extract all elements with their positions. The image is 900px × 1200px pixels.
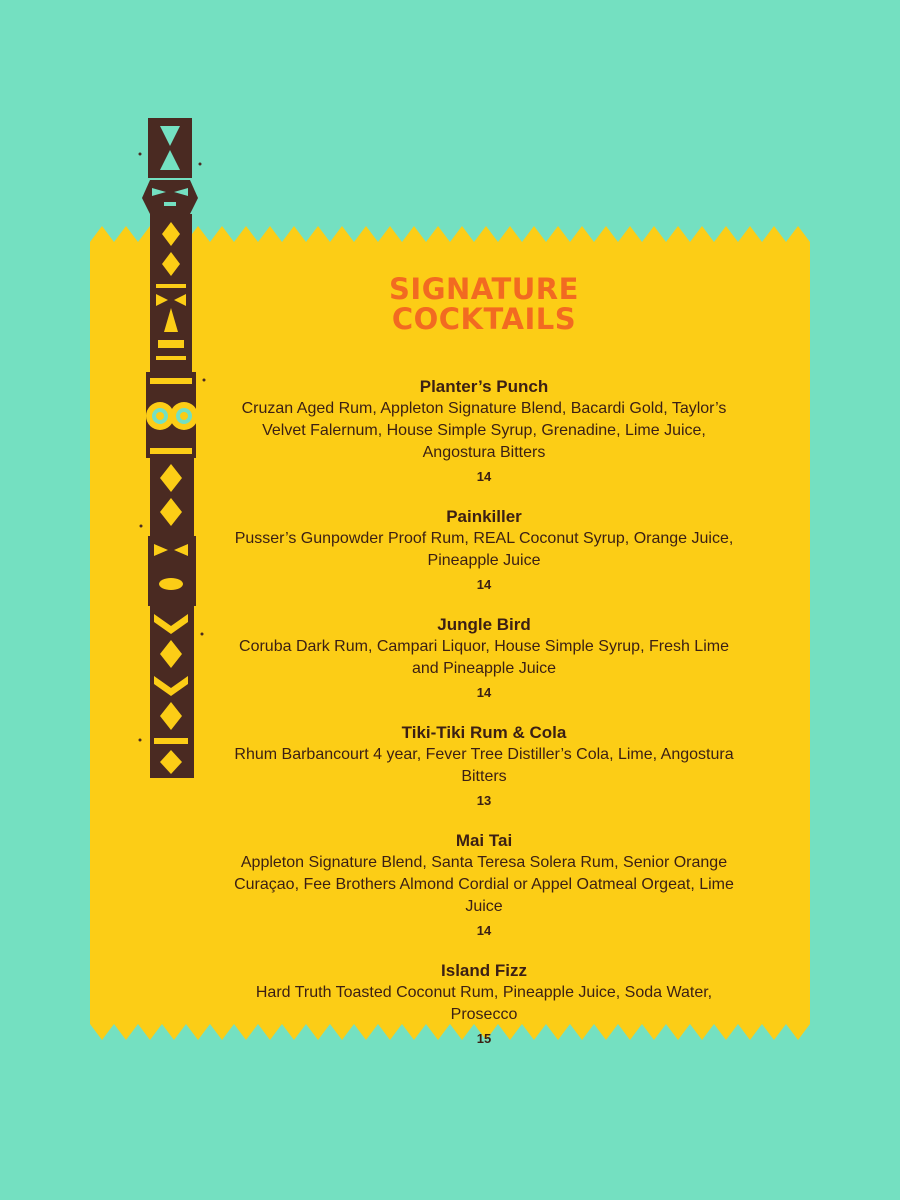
cocktail-price: 14: [476, 469, 492, 484]
title-line-1: SIGNATURE: [389, 272, 579, 306]
cocktail-description: Cruzan Aged Rum, Appleton Signature Blend, Bacardi Gold, Taylor’s Velvet Falernum, House Simple Syrup, Grenadine, Lime Juice, Angostura Bitters: [241, 400, 727, 461]
cocktail-description: Appleton Signature Blend, Santa Teresa Solera Rum, Senior Orange Curaçao, Fee Brothers Almond Cordial or Appel Oatmeal Orgeat, Lime Juice: [234, 854, 734, 915]
cocktail-description: Coruba Dark Rum, Campari Liquor, House Simple Syrup, Fresh Lime and Pineapple Juice: [239, 638, 729, 677]
menu-item: [224, 830, 744, 942]
cocktail-description: Rhum Barbancourt 4 year, Fever Tree Distiller’s Cola, Lime, Angostura Bitters: [234, 746, 734, 785]
cocktail-menu: [224, 274, 744, 1068]
tiki-totem-icon: [138, 118, 210, 790]
page-title: [224, 274, 744, 334]
cocktail-description: Hard Truth Toasted Coconut Rum, Pineapple Juice, Soda Water, Prosecco: [255, 984, 713, 1023]
cocktail-price: 15: [476, 1031, 492, 1046]
menu-item: [224, 506, 744, 596]
cocktail-name: Island Fizz: [441, 961, 527, 980]
cocktail-name: Planter’s Punch: [419, 377, 549, 396]
cocktail-price: 13: [476, 793, 492, 808]
cocktail-price: 14: [476, 923, 492, 938]
cocktail-name: Mai Tai: [455, 831, 513, 850]
cocktail-name: Painkiller: [446, 507, 522, 526]
menu-item: [224, 960, 744, 1050]
cocktail-description: Pusser’s Gunpowder Proof Rum, REAL Coconut Syrup, Orange Juice, Pineapple Juice: [234, 530, 734, 569]
menu-item: [224, 722, 744, 812]
cocktail-price: 14: [476, 685, 492, 700]
cocktail-name: Jungle Bird: [437, 615, 531, 634]
menu-item: [224, 376, 744, 488]
cocktail-price: 14: [476, 577, 492, 592]
title-line-2: COCKTAILS: [391, 302, 577, 336]
menu-item: [224, 614, 744, 704]
cocktail-name: Tiki-Tiki Rum & Cola: [401, 723, 567, 742]
